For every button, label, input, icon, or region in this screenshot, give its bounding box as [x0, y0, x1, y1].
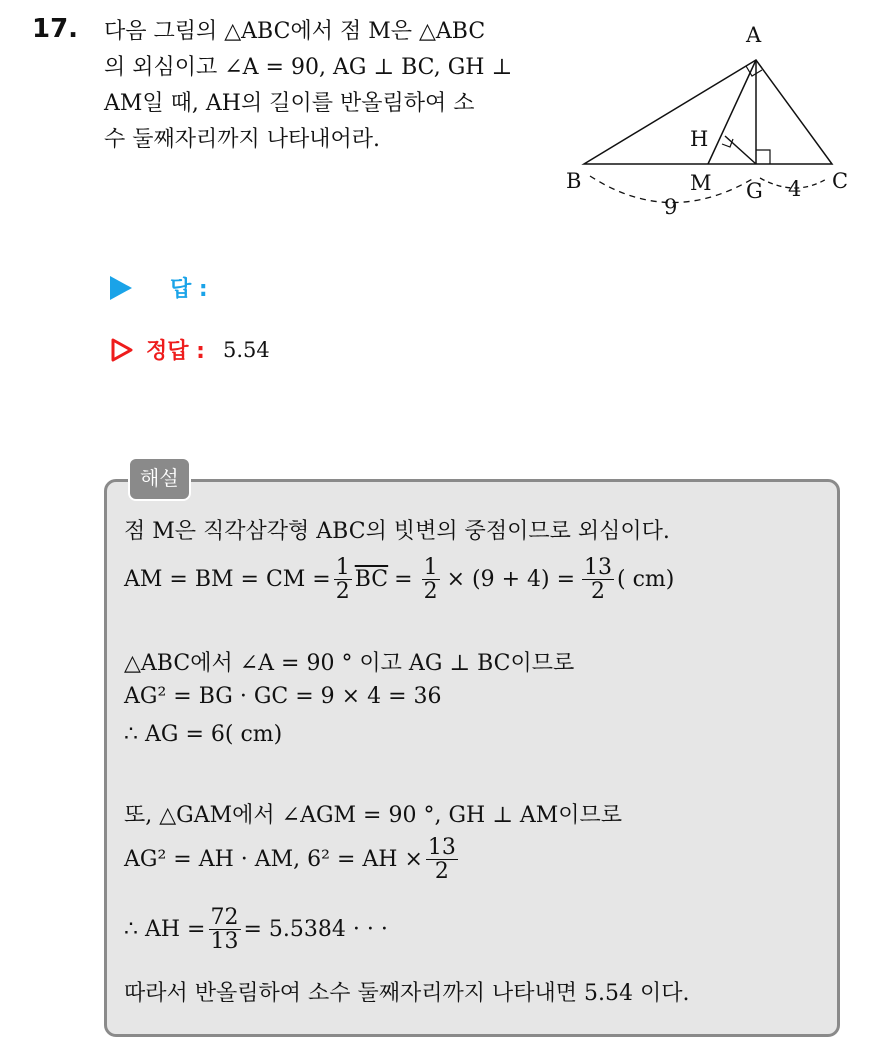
correct-answer-row [110, 334, 270, 365]
segment-gh [725, 136, 756, 164]
solution-line-2-mul: × (9 + 4) = [446, 567, 576, 593]
question-line-4: 수 둘째자리까지 나타내어라. [104, 127, 381, 152]
question-text [104, 14, 544, 158]
fraction-thirteen-halves [582, 556, 614, 603]
right-angle-a [746, 66, 762, 76]
correct-answer-value: 5.54 [222, 337, 270, 362]
fraction-numerator: 13 [427, 835, 456, 860]
fraction-denominator: 2 [423, 579, 438, 605]
fraction-one-half [334, 556, 352, 603]
label-h: H [690, 127, 709, 151]
label-g: G [746, 179, 763, 203]
fraction-denominator: 2 [434, 859, 449, 885]
question-line-1: 다음 그림의 △ABC에서 점 M은 △ABC [104, 19, 486, 44]
solution-line-2-lhs: AM = BM = CM = [124, 567, 331, 593]
fraction-numerator: 13 [584, 555, 613, 580]
fraction-numerator: 1 [335, 555, 350, 580]
solution-line-8 [124, 906, 388, 953]
segment-am [708, 60, 756, 164]
answer-row [110, 272, 208, 303]
question-line-2: 의 외심이고 ∠A = 90, AG ⊥ BC, GH ⊥ [104, 55, 513, 80]
solution-line-8-post: = 5.5384 · · · [243, 917, 388, 943]
label-a: A [746, 23, 762, 47]
fraction-one-half-2 [422, 556, 440, 603]
right-angle-h [722, 139, 733, 147]
label-b: B [566, 169, 582, 193]
solution-line-8-pre: ∴ AH = [124, 917, 206, 943]
segment-bc-text: $\overline{BC}$ [354, 567, 389, 593]
correct-answer-label: 정답 : [146, 339, 205, 364]
solution-line-6: 또, △GAM에서 ∠AGM = 90 °, GH ⊥ AM이므로 [124, 803, 623, 828]
unit-cm: ( cm) [617, 567, 675, 593]
solution-line-2 [124, 556, 674, 603]
play-outline-icon [110, 337, 134, 363]
fraction-thirteen-halves-2 [426, 836, 458, 883]
solution-line-5: ∴ AG = 6( cm) [124, 722, 283, 747]
fraction-numerator: 1 [423, 555, 438, 580]
play-icon [110, 276, 132, 300]
label-length-9: 9 [664, 195, 678, 219]
solution-badge: 해설 [128, 457, 191, 501]
question-line-3: AM일 때, AH의 길이를 반올림하여 소 [104, 91, 475, 116]
label-m: M [690, 171, 712, 195]
solution-line-7-text: AG² = AH · AM, 6² = AH × [124, 847, 423, 873]
label-length-4: 4 [788, 177, 802, 201]
fraction-denominator: 2 [335, 579, 350, 605]
fraction-numerator: 72 [210, 905, 239, 930]
fraction-denominator: 13 [210, 929, 239, 955]
solution-line-1: 점 M은 직각삼각형 ABC의 빗변의 중점이므로 외심이다. [124, 519, 670, 544]
solution-line-9: 따라서 반올림하여 소수 둘째자리까지 나타내면 5.54 이다. [124, 981, 690, 1006]
equals-sign: = [394, 567, 413, 593]
solution-line-4: AG² = BG · GC = 9 × 4 = 36 [124, 684, 442, 709]
fraction-denominator: 2 [591, 579, 606, 605]
answer-label: 답 : [170, 277, 208, 302]
right-angle-g [756, 150, 770, 164]
label-c: C [832, 169, 849, 193]
solution-line-3: △ABC에서 ∠A = 90 ° 이고 AG ⊥ BC이므로 [124, 651, 575, 676]
question-number: 17. [32, 14, 79, 44]
triangle-figure [560, 18, 860, 228]
fraction-72-over-13 [209, 906, 241, 953]
solution-line-7 [124, 836, 461, 883]
